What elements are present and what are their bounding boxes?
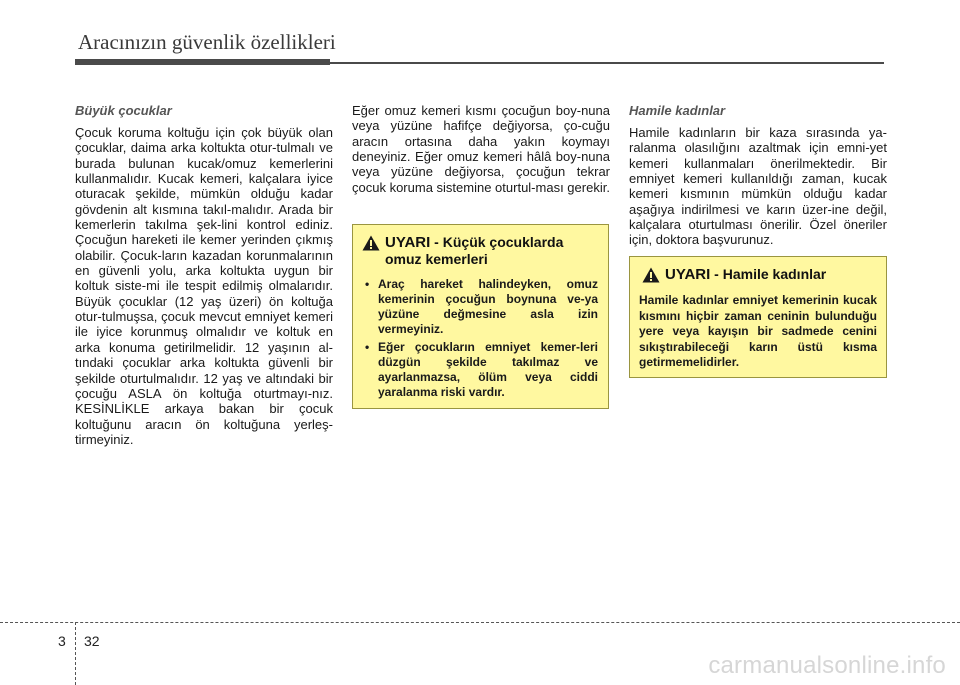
warning-label: UYARI: [665, 266, 711, 283]
page-number: 32: [84, 633, 100, 649]
warning-triangle-icon: [362, 235, 380, 251]
warning-box-pregnant-women: [629, 256, 887, 378]
warning-dash: -: [430, 234, 443, 250]
warning-title-line1: Küçük çocuklarda: [442, 234, 564, 250]
watermark: carmanualsonline.info: [708, 652, 946, 679]
warning-title-line2: omuz kemerleri: [385, 251, 488, 267]
header-rule-thick: [75, 59, 330, 65]
pregnant-women-paragraph: Hamile kadınların bir kaza sırasında ya-ralanma olasılığını azaltmak için emni-yet kemeri kullanmaları önerilmektedir. Bir emniyet kemeri kullanıldığı zaman, kucak kemeri kısmının mümkün olduğu kadar aşağıya indirilmesi ve karın üzer-ine değil, kalçalara oturtulması önerilir. Özel öneriler için, doktora başvurunuz.: [629, 125, 887, 248]
bullet-icon: •: [365, 277, 370, 291]
warning-body: Hamile kadınlar emniyet kemerinin kucak kısmını hiçbir zaman ceninin bulunduğu yere veya kayışın bir sadmede cenini sıkıştırabileceği karın üstü kısma getirmemelidirler.: [639, 293, 877, 369]
warning-title: [665, 266, 826, 283]
warning-list: [363, 277, 598, 403]
header-rule-thin: [330, 62, 884, 64]
column-older-children: [75, 103, 333, 447]
warning-item-text: Eğer çocukların emniyet kemer-leri düzgün şekilde takılmaz ve ayarlanmazsa, ölüm veya ciddi yaralanma riski vardır.: [378, 340, 598, 399]
warning-dash: -: [710, 266, 723, 282]
warning-label: UYARI: [385, 234, 431, 251]
section-heading-pregnant-women: Hamile kadınlar: [629, 103, 726, 118]
chapter-number: 3: [58, 633, 66, 649]
warning-item-text: Araç hareket halindeyken, omuz kemerinin çocuğun boynuna ve-ya yüzüne değmesine asla izin vermeyiniz.: [378, 277, 598, 336]
column-pregnant-women: [629, 103, 887, 248]
older-children-paragraph: Çocuk koruma koltuğu için çok büyük olan çocuklar, daima arka koltukta otur-tulmalı ve burada bulunan kucak/omuz kemerlerini kullanmalıdır. Kucak kemeri, kalçalara iyice oturacak şekilde, mümkün olduğu kadar gövdenin alt kısmına takıl-malıdır. Arada bir kemerlerin takılma şek-lini kontrol ediniz. Çocuğun hareketi ile kemer yerinden çıkmış olabilir. Çocuk-ların kazadan korunmalarının en güvenli yolu, arka koltukta uygun bir koltuk siste-mi ile tespit edilmiş olmalarıdır. Büyük çocuklar (12 yaş üzeri) ön koltuğa otur-tulmuşsa, çocuk mevcut emniyet kemeri ile iyice korunmuş olmalıdır ve koltuk en arka konuma getirilmelidir. 12 yaşının al-tındaki çocuklar arka koltukta güvenli bir şekilde oturtulmalıdır. 12 yaş ve altındaki bir çocuğu ASLA ön koltuğa oturtmayı-nız. KESİNLİKLE arkaya bakan bir çocuk koltuğunu aracın ön koltuğuna yerleş-tirmeyiniz.: [75, 125, 333, 447]
footer-dashed-rule: [0, 622, 960, 623]
warning-list-item: [363, 340, 598, 400]
column-shoulder-belt: [352, 103, 610, 195]
warning-title-text: Hamile kadınlar: [722, 266, 827, 282]
warning-title: [385, 234, 563, 268]
page-section-title: Aracınızın güvenlik özellikleri: [78, 30, 336, 54]
warning-list-item: [363, 277, 598, 337]
warning-box-small-children: [352, 224, 609, 409]
shoulder-belt-paragraph: Eğer omuz kemeri kısmı çocuğun boy-nuna veya yüzüne hafifçe değiyorsa, ço-cuğu aracın ortasına daha yakın koymayı deneyiniz. Eğer omuz kemeri hâlâ boy-nuna veya yüzüne değiyorsa, çocuğun tekrar çocuk koruma sistemine oturtul-ması gerekir.: [352, 103, 610, 195]
warning-triangle-icon: [642, 267, 660, 283]
section-heading-older-children: Büyük çocuklar: [75, 103, 172, 118]
bullet-icon: •: [365, 340, 370, 354]
footer-dashed-divider: [75, 622, 76, 685]
